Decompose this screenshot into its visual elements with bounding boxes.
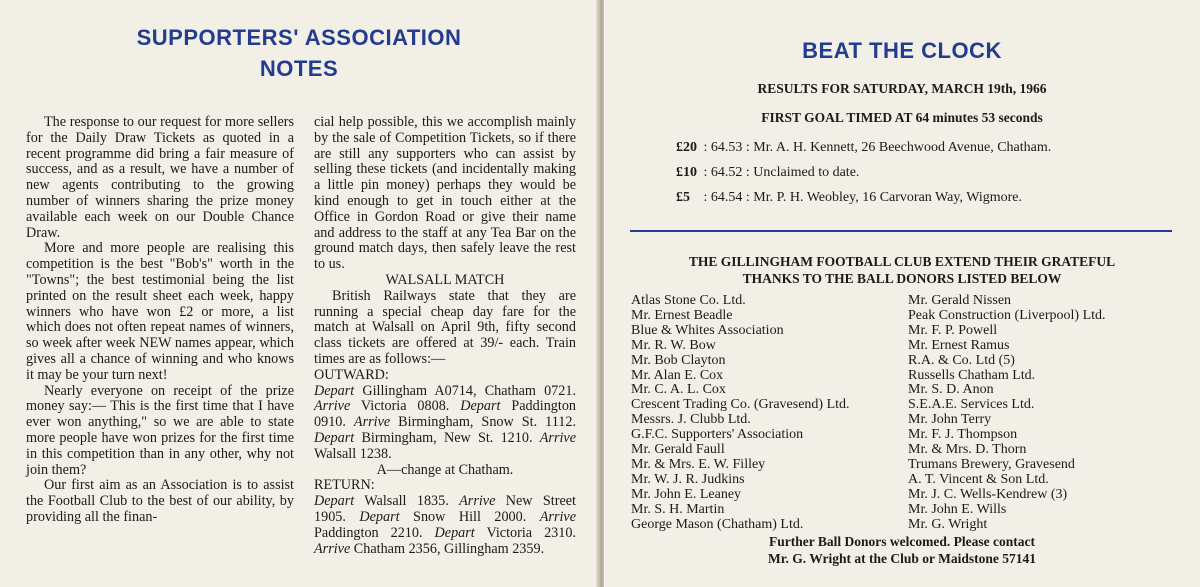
- donor-item: Mr. Gerald Nissen: [908, 293, 1012, 308]
- donor-item: Mr. & Mrs. E. W. Filley: [631, 456, 766, 472]
- result-row: [676, 140, 1051, 156]
- notes-column-2: [314, 115, 576, 557]
- donors-list-left: [631, 294, 901, 533]
- donor-item: Crescent Trading Co. (Gravesend) Ltd.: [631, 397, 850, 413]
- donor-item: Mr. R. W. Bow: [631, 337, 716, 353]
- notes-paragraph: The response to our request for more sellers for the Daily Draw Tickets as quoted in a recent programme did bring a fair measure of success, and as a result, we have a number of new agents contributing to the growing number of winners sharing the prize money available each week on our Double Chance Draw.: [26, 114, 294, 241]
- result-text: : 64.54 : Mr. P. H. Weobley, 16 Carvoran Way, Wigmore.: [700, 190, 1022, 205]
- donor-item: George Mason (Chatham) Ltd.: [631, 516, 804, 532]
- right-page: [604, 0, 1200, 587]
- donor-item: Mr. & Mrs. D. Thorn: [908, 442, 1027, 458]
- donor-item: Mr. F. P. Powell: [908, 322, 998, 338]
- title-line-2: NOTES: [259, 56, 339, 81]
- donor-item: Mr. John E. Wills: [908, 501, 1007, 517]
- donor-item: Mr. G. Wright: [908, 516, 988, 532]
- result-text: : 64.53 : Mr. A. H. Kennett, 26 Beechwood Avenue, Chatham.: [700, 140, 1052, 155]
- return-times: Depart Walsall 1835. Arrive New Street 1905. Depart Snow Hill 2000. Arrive Paddington 2210. Depart Victoria 2310. Arrive Chatham 2356, Gillingham 2359.: [314, 493, 576, 557]
- donor-item: Mr. W. J. R. Judkins: [631, 471, 745, 487]
- donor-item: Mr. John Terry: [908, 412, 992, 428]
- prize-amount: £10: [676, 165, 697, 180]
- notes-column-1: [26, 115, 294, 526]
- notes-paragraph: Our first aim as an Association is to assist the Football Club to the best of our ability, by providing all the finan-: [26, 477, 294, 525]
- donor-item: Mr. F. J. Thompson: [908, 427, 1018, 443]
- beat-the-clock-title: BEAT THE CLOCK: [802, 38, 1002, 63]
- donor-item: G.F.C. Supporters' Association: [631, 427, 804, 443]
- donor-item: Mr. J. C. Wells-Kendrew (3): [908, 486, 1068, 502]
- donor-item: Mr. Ernest Beadle: [631, 307, 733, 323]
- results-heading: RESULTS FOR SATURDAY, MARCH 19th, 1966: [757, 81, 1047, 96]
- ball-donors-thanks-heading: THE GILLINGHAM FOOTBALL CLUB EXTEND THEIR GRATEFUL THANKS TO THE BALL DONORS LISTED BELOW: [688, 254, 1116, 286]
- divider-rule: [630, 230, 1172, 232]
- donors-list-right: [908, 294, 1178, 533]
- donor-item: Blue & Whites Association: [631, 322, 784, 338]
- donor-item: Atlas Stone Co. Ltd.: [631, 293, 746, 308]
- donor-item: Messrs. J. Clubb Ltd.: [631, 412, 751, 428]
- notes-paragraph: More and more people are realising this competition is the best "Bob's" worth in the "Towns"; the best testimonial being the list printed on the result sheet each week, happy winners who have won £2 or more, a list which does not often repeat names of winners, so week after week NEW names appear, which gives all a chance of winning and who knows it may be your turn next!: [26, 240, 294, 383]
- result-row: [676, 165, 859, 181]
- notes-paragraph: Nearly everyone on receipt of the prize money say:— This is the first time that I have ever won anything," so we are able to state more people have won prizes for the first time in this competition than in any other, why not join them?: [26, 382, 294, 478]
- donor-item: A. T. Vincent & Son Ltd.: [908, 471, 1049, 487]
- further-donors-contact: Further Ball Donors welcomed. Please contact Mr. G. Wright at the Club or Maidstone 57141: [767, 534, 1036, 566]
- notes-paragraph: cial help possible, this we accomplish mainly by the sale of Competition Tickets, so if there are still any supporters who can assist by selling these tickets (and incidentally making a little pin money) perhaps they would be kind enough to get in touch either at the Office in Gordon Road or give their name and address to the staff at any Tea Bar on the ground match days, then safely leave the rest to us.: [314, 114, 576, 273]
- prize-amount: £20: [676, 140, 697, 155]
- return-label: RETURN:: [314, 477, 375, 494]
- donor-item: Mr. Ernest Ramus: [908, 337, 1010, 353]
- donor-item: Mr. Alan E. Cox: [631, 367, 724, 383]
- donor-item: Russells Chatham Ltd.: [908, 367, 1036, 383]
- donor-item: Mr. C. A. L. Cox: [631, 382, 726, 398]
- outward-times: Depart Gillingham A0714, Chatham 0721. Arrive Victoria 0808. Depart Paddington 0910. Arrive Birmingham, Snow St. 1112. Depart Birmingham, New St. 1210. Arrive Walsall 1238.: [314, 382, 577, 462]
- donor-item: S.E.A.E. Services Ltd.: [908, 397, 1035, 413]
- result-text: : 64.52 : Unclaimed to date.: [700, 165, 860, 180]
- notes-paragraph: British Railways state that they are running a special cheap day fare for the match at Walsall on April 9th, fifty second class tickets are offered at 39/- each. Train times are as follows:—: [314, 287, 576, 367]
- prize-amount: £5: [676, 190, 690, 205]
- outward-label: OUTWARD:: [314, 366, 389, 383]
- change-note: A—change at Chatham.: [376, 461, 514, 478]
- donor-item: Peak Construction (Liverpool) Ltd.: [908, 307, 1106, 323]
- donor-item: Mr. S. H. Martin: [631, 501, 725, 517]
- first-goal-time: FIRST GOAL TIMED AT 64 minutes 53 seconds: [761, 110, 1043, 125]
- donor-item: Mr. Bob Clayton: [631, 352, 726, 368]
- donor-item: Mr. Gerald Faull: [631, 442, 725, 458]
- donor-item: Trumans Brewery, Gravesend: [908, 456, 1075, 472]
- donor-item: Mr. John E. Leaney: [631, 486, 742, 502]
- donor-item: R.A. & Co. Ltd (5): [908, 352, 1015, 368]
- walsall-match-heading: WALSALL MATCH: [385, 271, 505, 288]
- result-row: [676, 190, 1022, 206]
- supporters-association-title: [0, 22, 598, 84]
- title-line-1: SUPPORTERS' ASSOCIATION: [136, 25, 462, 50]
- left-page: [0, 0, 598, 587]
- donor-item: Mr. S. D. Anon: [908, 382, 994, 398]
